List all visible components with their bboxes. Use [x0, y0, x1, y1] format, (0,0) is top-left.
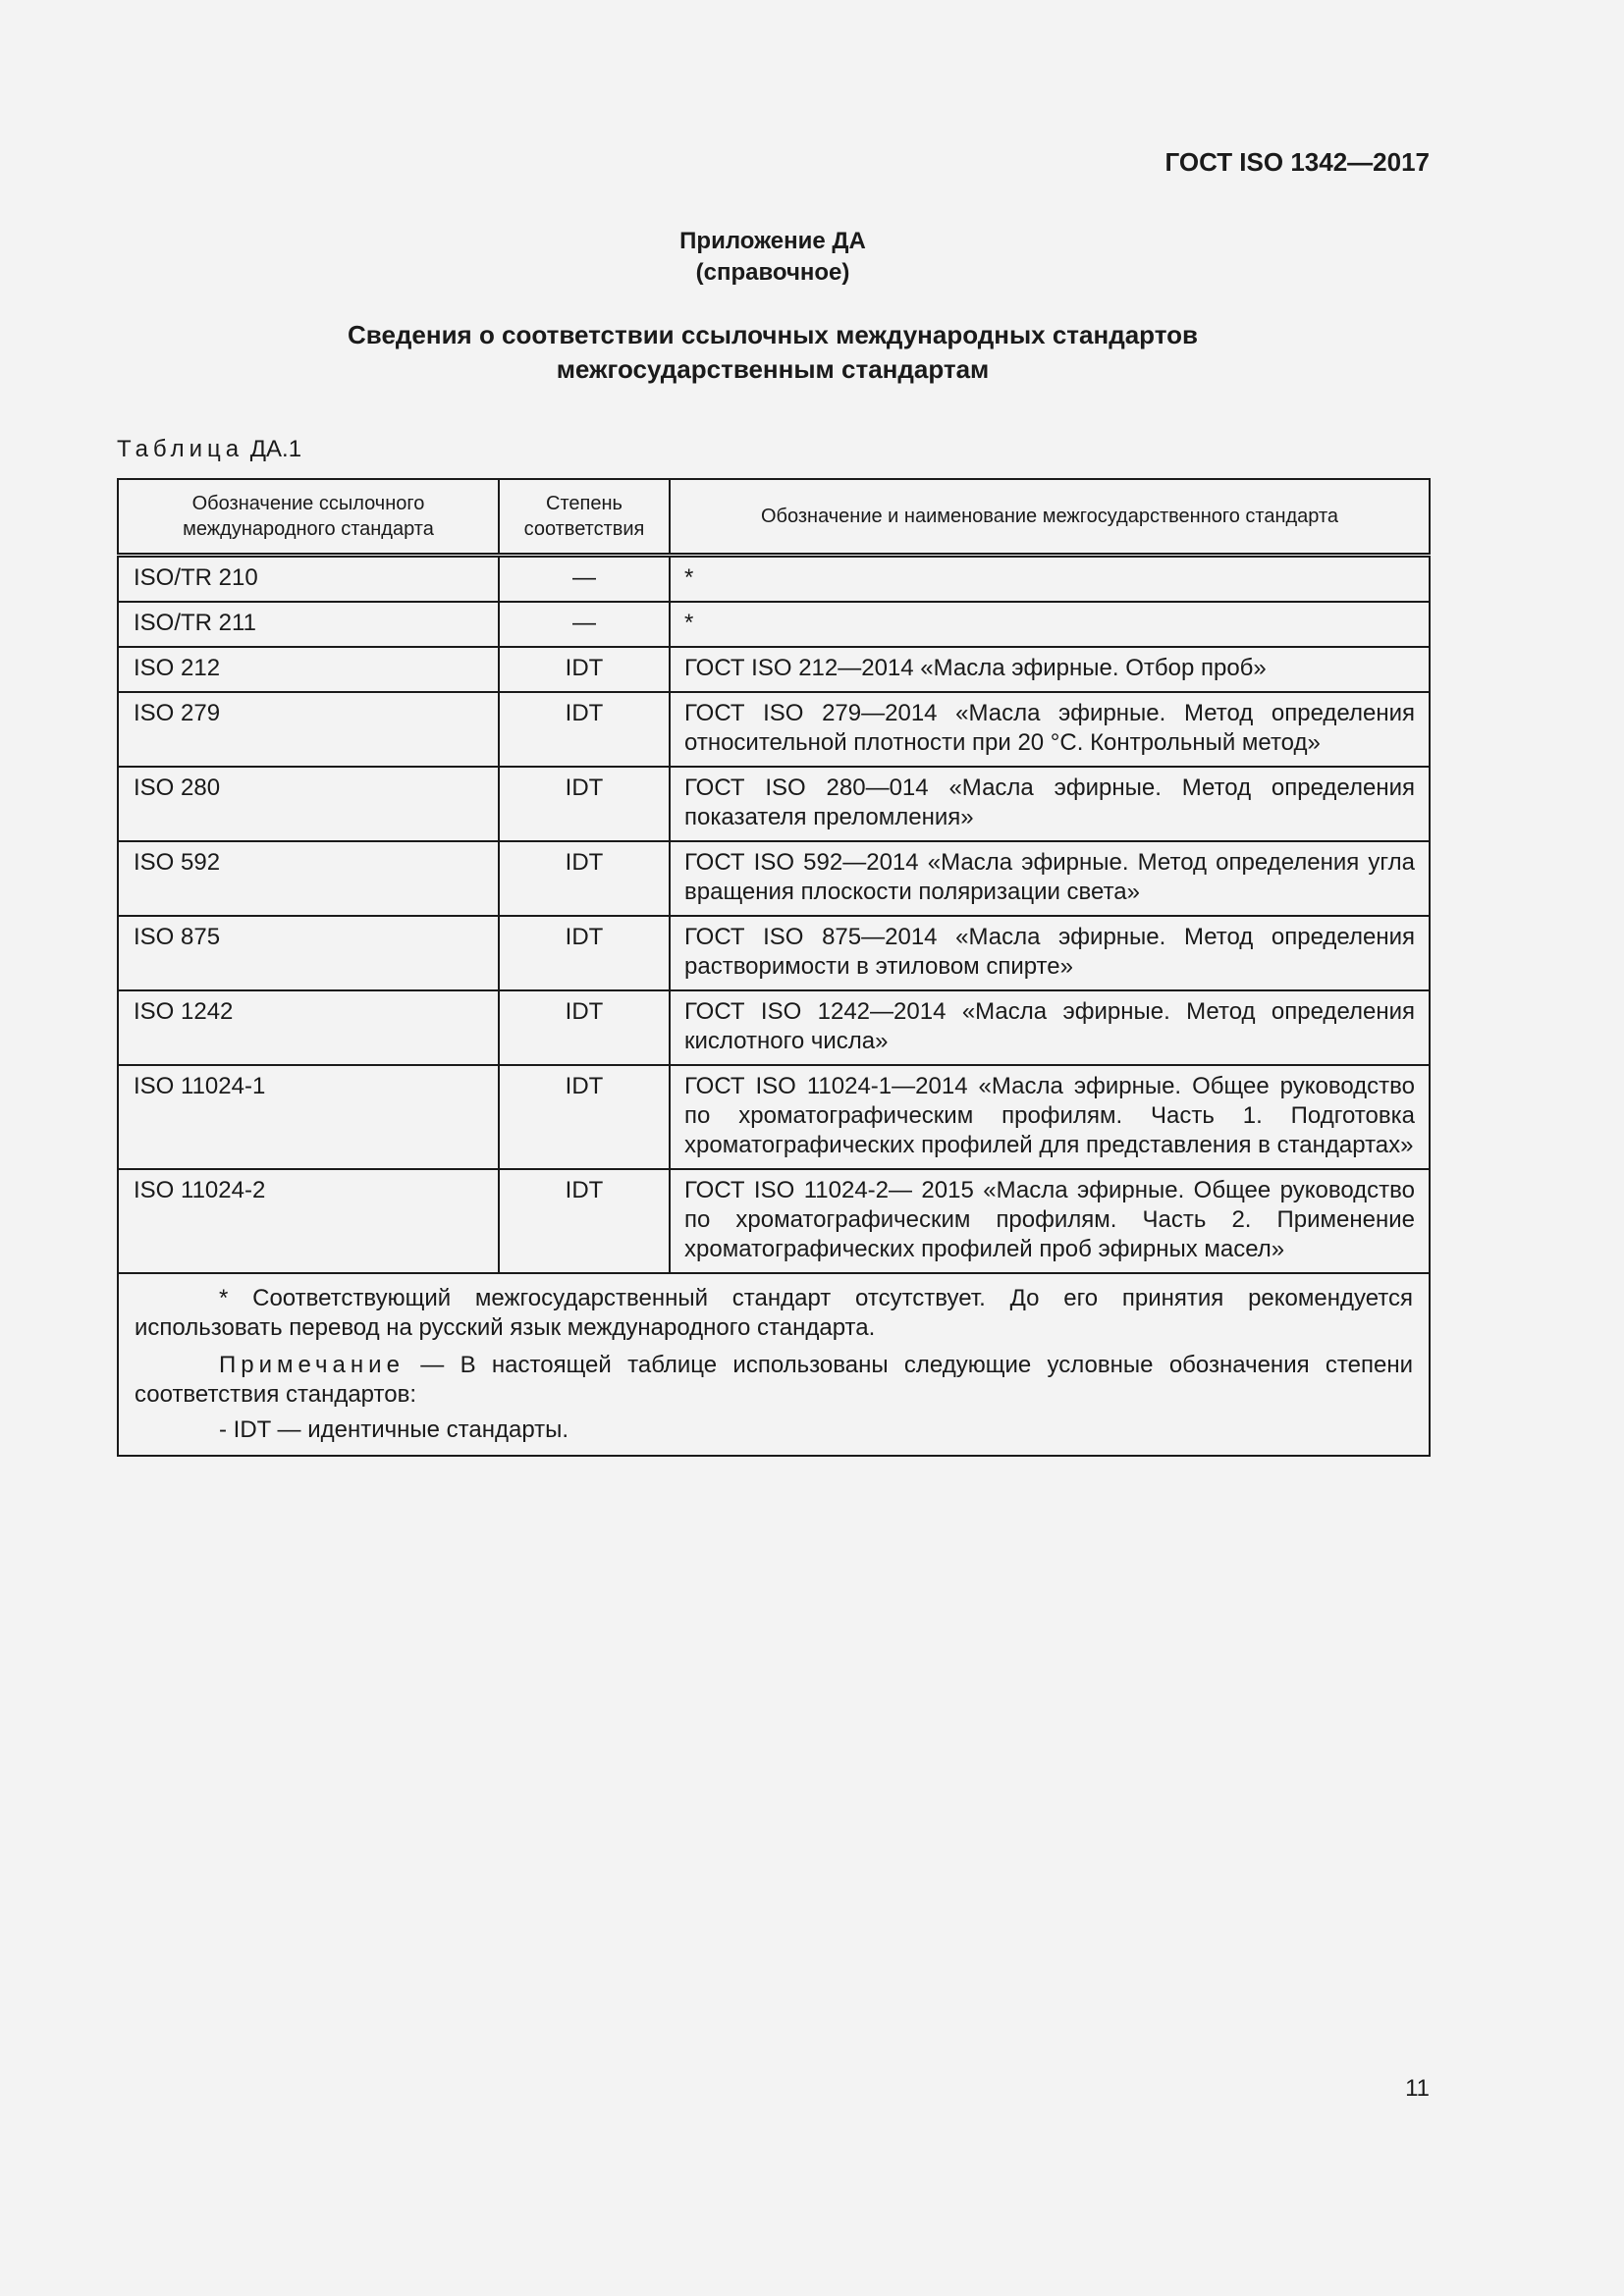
header-interstate-standard	[670, 479, 1430, 556]
degree-cell: IDT	[499, 1065, 670, 1169]
degree-cell: IDT	[499, 767, 670, 841]
degree-cell: IDT	[499, 1169, 670, 1273]
header-ref-standard	[118, 479, 499, 556]
name-cell: ГОСТ ISO 280—014 «Масла эфирные. Метод определения показателя преломления»	[670, 767, 1430, 841]
ref-cell: ISO 279	[118, 692, 499, 767]
degree-cell: IDT	[499, 841, 670, 916]
document-code: ГОСТ ISO 1342—2017	[1164, 147, 1430, 177]
degree-cell: IDT	[499, 647, 670, 692]
table-notes	[118, 1273, 1430, 1456]
table-row	[118, 602, 1430, 647]
ref-cell: ISO 11024-1	[118, 1065, 499, 1169]
table-caption-word: Таблица	[117, 436, 244, 462]
header-degree	[499, 479, 670, 556]
table-caption-id: ДА.1	[249, 436, 302, 462]
name-cell: ГОСТ ISO 212—2014 «Масла эфирные. Отбор проб»	[670, 647, 1430, 692]
name-cell: *	[670, 556, 1430, 603]
name-cell: ГОСТ ISO 592—2014 «Масла эфирные. Метод определения угла вращения плоскости поляризации света»	[670, 841, 1430, 916]
page-number: 11	[1405, 2075, 1430, 2102]
header-interstate-line1: Обозначение и наименование межгосударственного стандарта	[760, 506, 1339, 527]
name-cell: ГОСТ ISO 11024-2— 2015 «Масла эфирные. Общее руководство по хроматографическим профилям. Часть 2. Применение хроматографических профилей проб эфирных масел»	[670, 1169, 1430, 1273]
name-cell: ГОСТ ISO 279—2014 «Масла эфирные. Метод определения относительной плотности при 20 °С. Контрольный метод»	[670, 692, 1430, 767]
note	[135, 1351, 1413, 1410]
header-degree-line1: Степень	[546, 493, 623, 514]
note-list-item: - IDT — идентичные стандарты.	[219, 1416, 569, 1443]
ref-cell: ISO 280	[118, 767, 499, 841]
section-title	[0, 318, 1545, 387]
ref-cell: ISO/TR 210	[118, 556, 499, 603]
table-row	[118, 556, 1430, 603]
appendix-heading	[0, 226, 1545, 289]
table-caption	[117, 436, 301, 463]
ref-cell: ISO 1242	[118, 990, 499, 1065]
table-row	[118, 767, 1430, 841]
header-degree-line2: соответствия	[523, 518, 645, 540]
name-cell: ГОСТ ISO 1242—2014 «Масла эфирные. Метод определения кислотного числа»	[670, 990, 1430, 1065]
ref-cell: ISO 592	[118, 841, 499, 916]
appendix-title: Приложение ДА	[679, 228, 866, 254]
table-row	[118, 990, 1430, 1065]
name-cell: ГОСТ ISO 875—2014 «Масла эфирные. Метод определения растворимости в этиловом спирте»	[670, 916, 1430, 990]
degree-cell: —	[499, 556, 670, 603]
degree-cell: —	[499, 602, 670, 647]
footnote: * Соответствующий межгосударственный стандарт отсутствует. До его принятия рекомендуется использовать перевод на русский язык международного стандарта.	[135, 1285, 1413, 1341]
header-ref-line2: международного стандарта	[183, 518, 434, 540]
degree-cell: IDT	[499, 916, 670, 990]
standards-table	[117, 478, 1431, 1457]
name-cell: *	[670, 602, 1430, 647]
table-row	[118, 1065, 1430, 1169]
degree-cell: IDT	[499, 990, 670, 1065]
note-label: Примечание	[219, 1352, 405, 1378]
header-ref-line1: Обозначение ссылочного	[191, 493, 425, 514]
ref-cell: ISO/TR 211	[118, 602, 499, 647]
appendix-subtitle: (справочное)	[695, 259, 850, 286]
table-row	[118, 841, 1430, 916]
section-title-line2: межгосударственным стандартам	[556, 354, 990, 384]
note-text: — В настоящей таблице использованы следующие условные обозначения степени соответствия стандартов:	[135, 1352, 1413, 1408]
table-row	[118, 647, 1430, 692]
table-row	[118, 692, 1430, 767]
section-title-line1: Сведения о соответствии ссылочных международных стандартов	[348, 320, 1198, 349]
table-row	[118, 1169, 1430, 1273]
ref-cell: ISO 11024-2	[118, 1169, 499, 1273]
table-footer-row	[118, 1273, 1430, 1456]
ref-cell: ISO 875	[118, 916, 499, 990]
degree-cell: IDT	[499, 692, 670, 767]
table-row	[118, 916, 1430, 990]
name-cell: ГОСТ ISO 11024-1—2014 «Масла эфирные. Общее руководство по хроматографическим профилям. Часть 1. Подготовка хроматографических профилей для представления в стандартах»	[670, 1065, 1430, 1169]
ref-cell: ISO 212	[118, 647, 499, 692]
table-header-row	[118, 479, 1430, 556]
